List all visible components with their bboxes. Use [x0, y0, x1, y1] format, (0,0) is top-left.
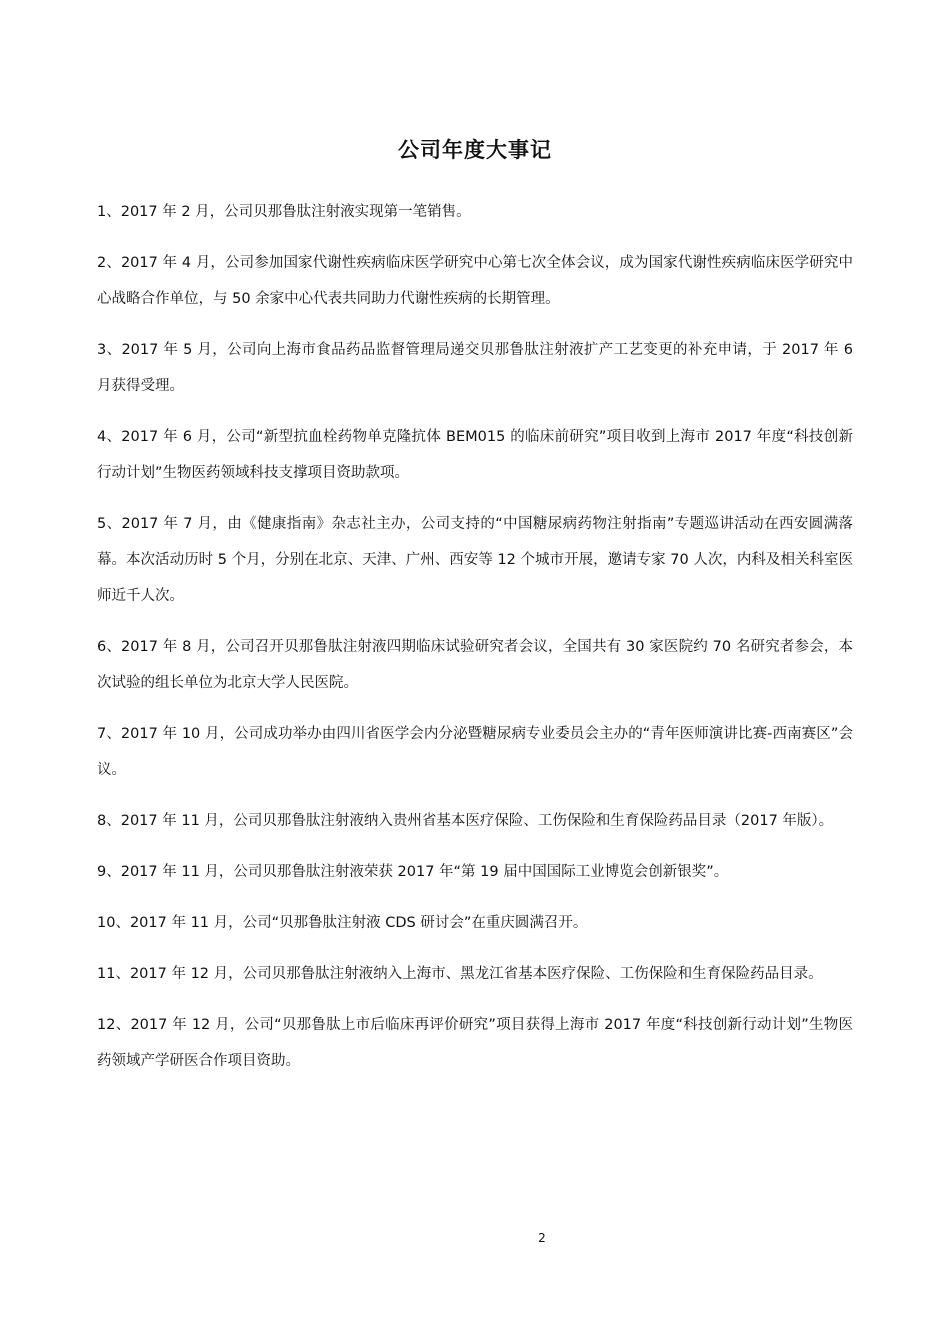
page-title: 公司年度大事记 — [398, 138, 552, 162]
event-item: 12、2017 年 12 月，公司“贝那鲁肽上市后临床再评价研究”项目获得上海市 2017 年度“科技创新行动计划”生物医药领域产学研医合作项目资助。 — [97, 1017, 853, 1069]
event-item: 6、2017 年 8 月，公司召开贝那鲁肽注射液四期临床试验研究者会议，全国共有 30 家医院约 70 名研究者参会，本次试验的组长单位为北京大学人民医院。 — [97, 639, 853, 691]
event-item: 2、2017 年 4 月，公司参加国家代谢性疾病临床医学研究中心第七次全体会议，成为国家代谢性疾病临床医学研究中心战略合作单位，与 50 余家中心代表共同助力代谢性疾病的长期管理。 — [97, 255, 853, 307]
event-item: 5、2017 年 7 月，由《健康指南》杂志社主办，公司支持的“中国糖尿病药物注射指南”专题巡讲活动在西安圆满落幕。本次活动历时 5 个月，分别在北京、天津、广州、西安等 12 个城市开展，邀请专家 70 人次，内科及相关科室医师近千人次。 — [97, 516, 853, 604]
event-item: 8、2017 年 11 月，公司贝那鲁肽注射液纳入贵州省基本医疗保险、工伤保险和生育保险药品目录（2017 年版）。 — [97, 813, 834, 829]
event-item: 3、2017 年 5 月，公司向上海市食品药品监督管理局递交贝那鲁肽注射液扩产工艺变更的补充申请，于 2017 年 6 月获得受理。 — [97, 342, 853, 394]
event-list — [97, 194, 853, 1094]
event-item: 4、2017 年 6 月，公司“新型抗血栓药物单克隆抗体 BEM015 的临床前研究”项目收到上海市 2017 年度“科技创新行动计划”生物医药领域科技支撑项目资助款项。 — [97, 429, 853, 481]
page-number: 2 — [538, 1231, 546, 1245]
event-item: 10、2017 年 11 月，公司“贝那鲁肽注射液 CDS 研讨会”在重庆圆满召开。 — [97, 915, 588, 931]
event-item: 1、2017 年 2 月，公司贝那鲁肽注射液实现第一笔销售。 — [97, 204, 471, 220]
event-item: 9、2017 年 11 月，公司贝那鲁肽注射液荣获 2017 年“第 19 届中国国际工业博览会创新银奖”。 — [97, 864, 729, 880]
event-item: 11、2017 年 12 月，公司贝那鲁肽注射液纳入上海市、黑龙江省基本医疗保险、工伤保险和生育保险药品目录。 — [97, 966, 823, 982]
event-item: 7、2017 年 10 月，公司成功举办由四川省医学会内分泌暨糖尿病专业委员会主办的“青年医师演讲比赛-西南赛区”会议。 — [97, 726, 853, 778]
